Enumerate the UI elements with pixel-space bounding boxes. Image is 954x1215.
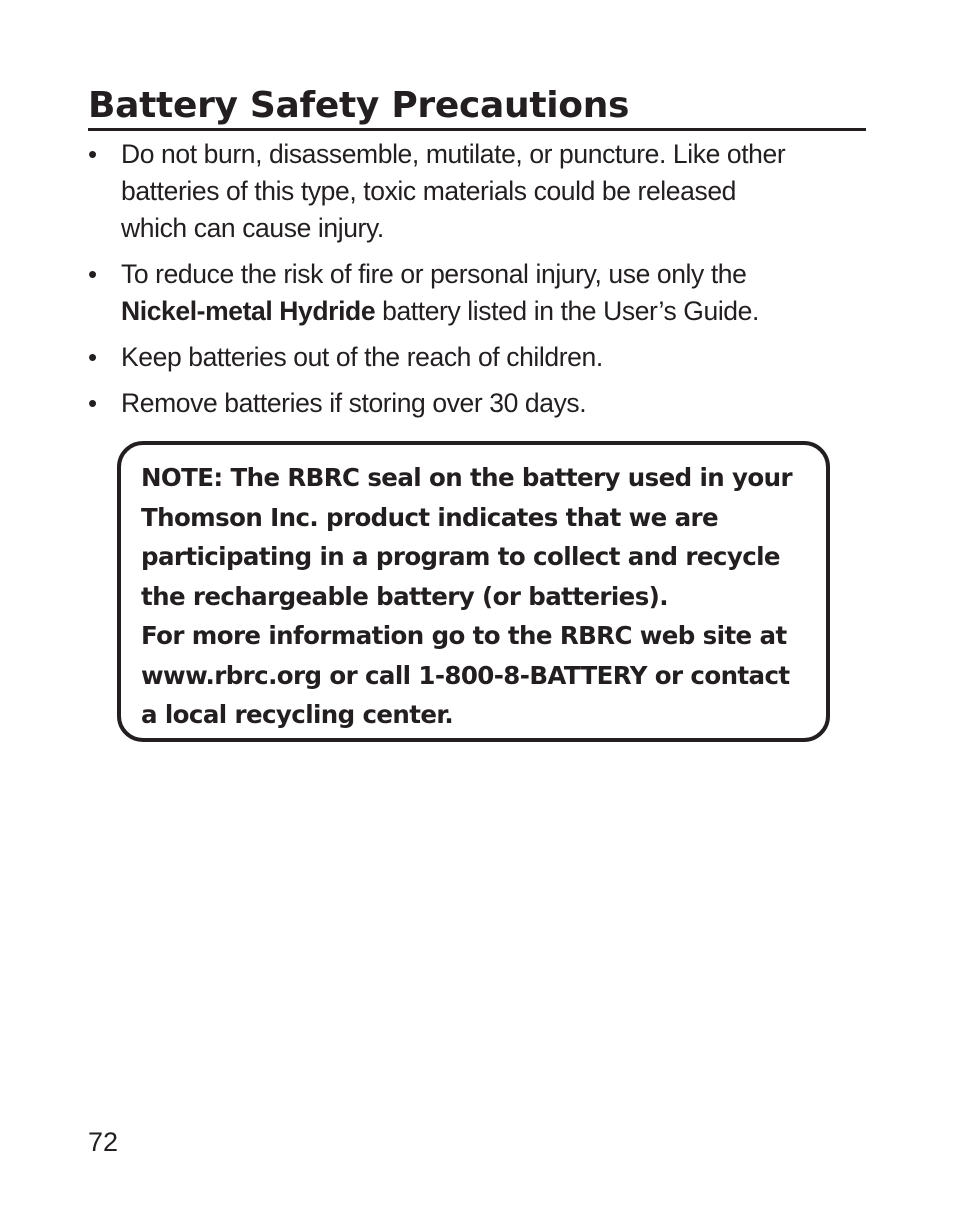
note-line: NOTE: The RBRC seal on the battery used in your (141, 463, 792, 492)
bullet-text-line: battery listed in the User’s Guide. (375, 296, 759, 326)
list-item (88, 136, 878, 247)
page-title: Battery Safety Precautions (88, 84, 866, 131)
bullet-text: Keep batteries out of the reach of children. (121, 342, 603, 372)
list-item (88, 385, 878, 422)
note-line: For more information go to the RBRC web site at (141, 621, 787, 650)
bullet-text-line: which can cause injury. (121, 213, 384, 243)
note-line: www.rbrc.org or call 1-800-8-BATTERY or contact (141, 660, 790, 690)
note-line: a local recycling center. (141, 700, 454, 729)
bullet-icon: • (88, 342, 97, 372)
page-number: 72 (88, 1127, 119, 1157)
list-item (88, 339, 878, 376)
list-item (88, 256, 878, 330)
bullet-icon: • (88, 259, 97, 289)
bullet-text-line: batteries of this type, toxic materials could be released (121, 176, 736, 206)
bullet-text-line: To reduce the risk of fire or personal injury, use only the (121, 259, 747, 289)
battery-type-emphasis: Nickel-metal Hydride (121, 296, 376, 326)
note-line: participating in a program to collect and recycle (141, 542, 780, 571)
rbrc-note-box (117, 441, 830, 742)
bullet-icon: • (88, 388, 97, 418)
bullet-text: Remove batteries if storing over 30 days. (121, 388, 587, 418)
note-line: the rechargeable battery (or batteries). (141, 581, 668, 611)
note-line: Thomson Inc. product indicates that we are (141, 502, 719, 532)
bullet-icon: • (88, 139, 97, 169)
bullet-text-line: Do not burn, disassemble, mutilate, or puncture. Like other (121, 139, 786, 169)
precautions-list (88, 136, 878, 431)
